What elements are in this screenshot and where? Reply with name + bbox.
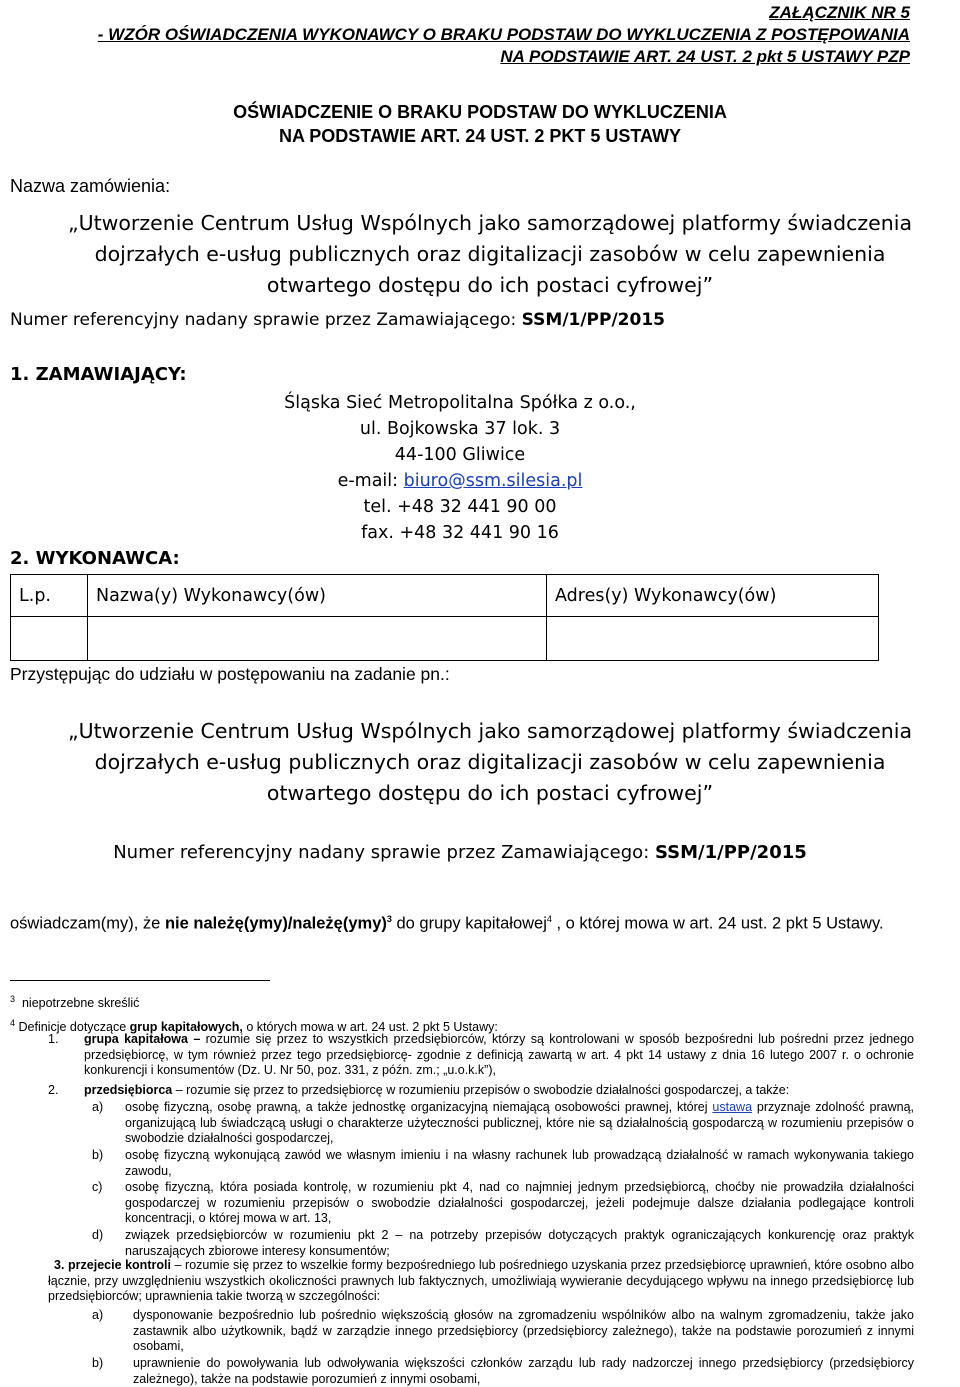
sub-c-label: c) — [92, 1180, 103, 1194]
ustawa-link[interactable]: ustawa — [712, 1100, 753, 1114]
reference-label: Numer referencyjny nadany sprawie przez Zamawiającego: — [10, 310, 522, 330]
authority-city: 44-100 Gliwice — [394, 445, 526, 465]
sub-d-label: d) — [92, 1228, 104, 1242]
annex-title-line1: - WZÓR OŚWIADCZENIA WYKONAWCY O BRAKU PODSTAW DO WYKLUCZENIA Z POSTĘPOWANIA — [97, 25, 910, 44]
contractor-table — [10, 574, 879, 661]
subject2-line1: „Utworzenie Centrum Usług Wspólnych jako samorządowej platformy świadczenia — [67, 719, 913, 743]
sub-a: osobę fizyczną, osobę prawną, a także jednostkę organizacyjną niemającą osobowości prawnej, której ustawa przyznaje zdolność prawną, organizującą lub świadczącą usługi o charakterze użyteczności publicznej, które nie są działalnością gospodarczą w rozumieniu przepisów o swobodzie działalności gospodarczej, — [125, 1100, 914, 1145]
footnote-item-2-num: 2. — [48, 1083, 59, 1097]
annex-number: ZAŁĄCZNIK NR 5 — [769, 3, 910, 22]
col-name: Nazwa(y) Wykonawcy(ów) — [88, 575, 547, 617]
table-header-row — [11, 575, 879, 617]
email-label: e-mail: — [337, 471, 404, 491]
table-row — [11, 617, 879, 661]
subject2-line2: dojrzałych e-usług publicznych oraz digitalizacji zasobów w celu zapewnienia — [94, 750, 886, 774]
title-line2: NA PODSTAWIE ART. 24 UST. 2 PKT 5 USTAWY — [278, 126, 682, 146]
subject-line1: „Utworzenie Centrum Usług Wspólnych jako samorządowej platformy świadczenia — [67, 211, 913, 235]
cell-address-empty[interactable] — [547, 617, 879, 661]
footnote-item-1: grupa kapitałowa – rozumie się przez to wszystkich przedsiębiorców, którzy są kontrolowani w sposób bezpośredni lub pośredni przez jednego przedsiębiorcę, w tym również przez tego przedsiębiorcę- zgodnie z definicją zawartą w art. 4 pkt 14 ustawy z dnia 16 lutego 2007 r. o ochronie konkurencji i konsumentów (Dz. U. Nr 50, poz. 331, z późn. zm.; „u.o.k.k”), — [84, 1032, 915, 1077]
authority-name: Śląska Sieć Metropolitalna Spółka z o.o., — [284, 393, 636, 413]
intro-text: Przystępując do udziału w postępowaniu na zadanie pn.: — [10, 664, 450, 684]
sub-b3-label: b) — [92, 1356, 104, 1370]
reference-value-repeat: SSM/1/PP/2015 — [655, 842, 807, 863]
declaration-choice: nie należę(ymy)/należę(ymy) — [164, 914, 387, 933]
sub-b-label: b) — [92, 1148, 104, 1162]
col-lp: L.p. — [11, 575, 88, 617]
reference-number-repeat — [40, 842, 880, 863]
annex-header — [10, 2, 910, 68]
sub-c: osobę fizyczną, która posiada kontrolę, w rozumieniu pkt 4, nad co najmniej jednym przedsiębiorcą, choćby nie prowadziła działalności gospodarczej w rozumieniu przepisów o swobodzie działalności gospodarczej, jeżeli podejmuje dalsze działania podlegające kontroli koncentracji, o której mowa w art. 13, — [125, 1180, 914, 1225]
order-subject — [40, 208, 940, 301]
section-contracting-authority: 1. ZAMAWIAJĄCY: — [10, 364, 187, 385]
sub-d: związek przedsiębiorców w rozumieniu pkt 2 – na potrzeby przepisów dotyczących praktyk ograniczających konkurencję oraz praktyk naruszających zbiorowe interesy konsumentów; — [125, 1228, 914, 1258]
contracting-authority-details — [270, 390, 650, 546]
sub-a3: dysponowanie bezpośrednio lub pośrednio większością głosów na zgromadzeniu wspólników albo na walnym zgromadzeniu, także jako zastawnik albo użytkownik, bądź w zarządzie innego przedsiębiorcy (przedsiębiorcy zależnego), także na podstawie porozumień z innymi osobami, — [133, 1308, 914, 1353]
sub-a-label: a) — [92, 1100, 104, 1114]
subject2-line3: otwartego dostępu do ich postaci cyfrowej” — [266, 781, 714, 805]
footnote-3: $^3$ niepotrzebne skreślić — [10, 994, 140, 1011]
reference-label-repeat: Numer referencyjny nadany sprawie przez Zamawiającego: — [113, 842, 655, 863]
section-contractor: 2. WYKONAWCA: — [10, 548, 180, 569]
declaration: oświadczam(my), że nie należę(ymy)/należę(ymy)$^3$ do grupy kapitałowej$^4$ , o której mowa w art. 24 ust. 2 pkt 5 Ustawy. — [10, 914, 884, 933]
footnote-item-3: 3. przejecie kontroli – rozumie się przez to wszelkie formy bezpośredniego lub pośredniego uzyskania przez przedsiębiorcę uprawnień, które osobno albo łącznie, przy uwzględnieniu wszystkich okoliczności prawnych lub faktycznych, umożliwiają wywieranie decydującego wpływu na innego przedsiębiorcę lub przedsiębiorców; uprawnienia takie tworzą w szczególności: — [48, 1258, 914, 1303]
sub-b3: uprawnienie do powoływania lub odwoływania większości członków zarządu lub rady nadzorczej innego przedsiębiorcy (przedsiębiorcy zależnego), także na podstawie porozumień z innymi osobami, — [133, 1356, 914, 1386]
reference-number — [10, 310, 665, 330]
email-link[interactable]: biuro@ssm.silesia.pl — [403, 471, 583, 491]
col-address: Adres(y) Wykonawcy(ów) — [547, 575, 879, 617]
authority-street: ul. Bojkowska 37 lok. 3 — [359, 419, 561, 439]
subject-line2: dojrzałych e-usług publicznych oraz digitalizacji zasobów w celu zapewnienia — [94, 242, 886, 266]
subject-line3: otwartego dostępu do ich postaci cyfrowej” — [266, 273, 714, 297]
authority-phone: tel. +48 32 441 90 00 — [363, 497, 557, 517]
sub-a3-label: a) — [92, 1308, 104, 1322]
title-line1: OŚWIADCZENIE O BRAKU PODSTAW DO WYKLUCZENIA — [233, 102, 727, 122]
footnote-separator — [10, 980, 270, 981]
document-title — [190, 100, 770, 148]
annex-title-line2: NA PODSTAWIE ART. 24 UST. 2 pkt 5 USTAWY PZP — [500, 47, 910, 66]
footnote-4: $^4$ Definicje dotyczące grup kapitałowych, o których mowa w art. 24 ust. 2 pkt 5 Ustawy: — [10, 1018, 498, 1035]
cell-name-empty[interactable] — [88, 617, 547, 661]
authority-fax: fax. +48 32 441 90 16 — [361, 523, 559, 543]
reference-value: SSM/1/PP/2015 — [521, 310, 666, 330]
sub-b: osobę fizyczną wykonującą zawód we własnym imieniu i na własny rachunek lub prowadzącą działalność w ramach wykonywania takiego zawodu, — [125, 1148, 914, 1178]
footnote-item-2: przedsiębiorca – rozumie się przez to przedsiębiorcę w rozumieniu przepisów o swobodzie działalności gospodarczej, a także: — [84, 1083, 790, 1097]
cell-lp-empty[interactable] — [11, 617, 88, 661]
authority-email — [270, 468, 650, 494]
footnote-item-1-num: 1. — [48, 1032, 59, 1046]
order-name-label: Nazwa zamówienia: — [10, 176, 171, 196]
order-subject-repeat — [40, 716, 940, 809]
